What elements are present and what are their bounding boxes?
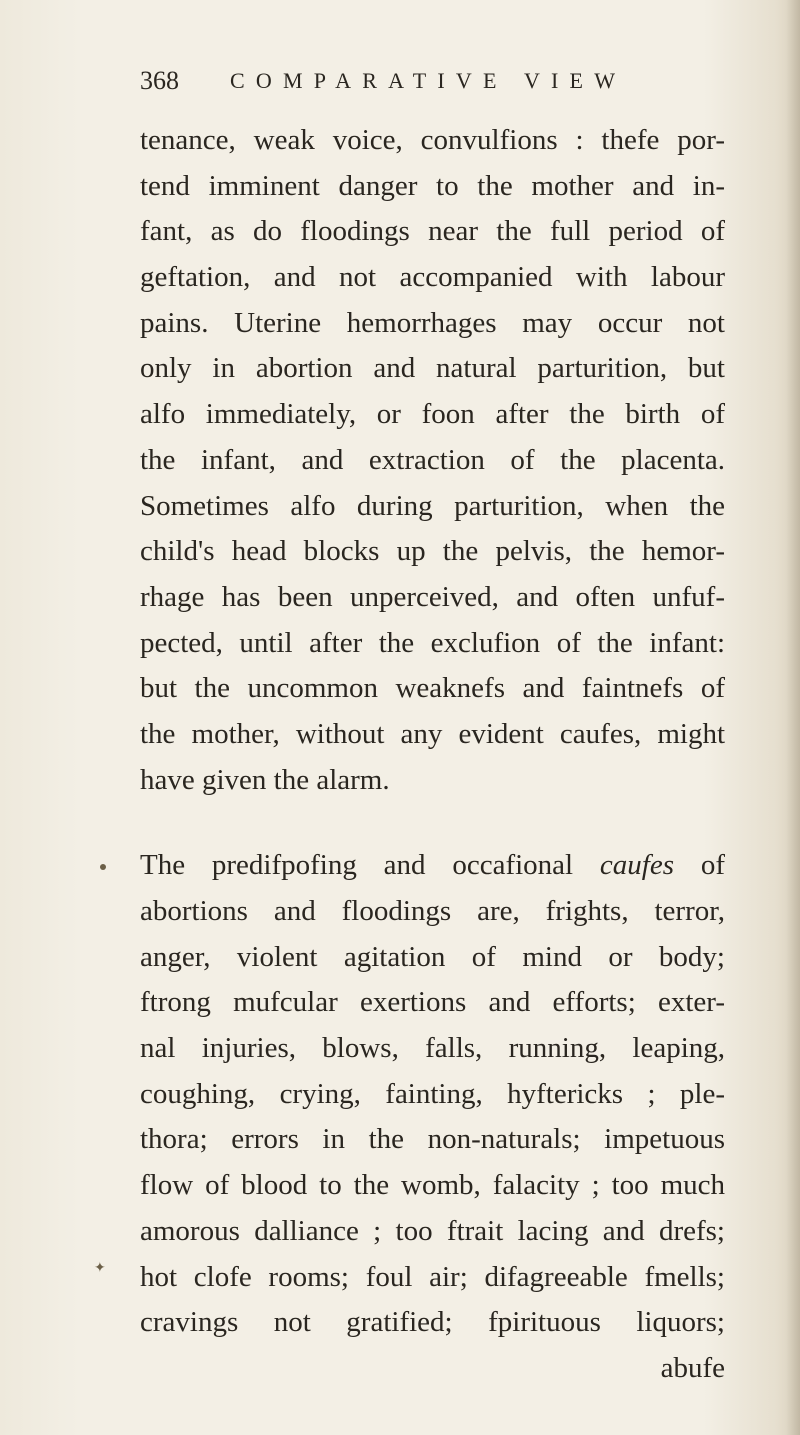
text-line: have given the alarm. (140, 763, 390, 796)
text-line: pains. Uterine hemorrhages may occur not (140, 306, 725, 339)
text-line: only in abortion and natural parturition, but (140, 352, 725, 385)
paragraph-2 (140, 843, 725, 1391)
text-line: ftrong mufcular exertions and efforts; exter- (140, 986, 725, 1019)
text-line: hot clofe rooms; foul air; difagreeable fmells; (140, 1260, 725, 1293)
text-line: the infant, and extraction of the placenta. (140, 443, 725, 476)
text-line: fant, as do floodings near the full period of (140, 215, 725, 248)
text-line: Sometimes alfo during parturition, when the (140, 489, 725, 522)
text-line: tenance, weak voice, convulfions : thefe por- (140, 124, 725, 156)
text-line: amorous dalliance ; too ftrait lacing and drefs; (140, 1214, 725, 1247)
page-number: 368 (140, 66, 179, 95)
text-line-first (140, 843, 725, 889)
text-line: geftation, and not accompanied with labour (140, 261, 725, 294)
text-line: coughing, crying, fainting, hyftericks ; ple- (140, 1077, 725, 1110)
body-text (140, 118, 725, 1392)
ink-spot (100, 864, 106, 870)
text-line: thora; errors in the non-naturals; impetuous (140, 1123, 725, 1156)
text-line: anger, violent agitation of mind or body; (140, 940, 725, 973)
text-line: nal injuries, blows, falls, running, leaping, (140, 1032, 725, 1065)
text-line: flow of blood to the womb, falacity ; too much (140, 1169, 725, 1202)
text-line: tend imminent danger to the mother and in- (140, 169, 725, 202)
text-line: child's head blocks up the pelvis, the hemor- (140, 535, 725, 568)
text-run: The predifpofing and occafional (140, 849, 600, 882)
paragraph-gap (140, 803, 725, 843)
text-line: cravings not gratified; fpirituous liquors; (140, 1306, 725, 1339)
text-line: the mother, without any evident caufes, might (140, 717, 725, 750)
margin-mark: ✦ (94, 1261, 106, 1276)
text-line: but the uncommon weaknefs and faintnefs of (140, 672, 725, 705)
page-edge-shadow (786, 0, 800, 1435)
running-head: COMPARATIVE VIEW (230, 68, 627, 93)
text-line: pected, until after the exclufion of the infant: (140, 626, 725, 659)
text-run: of (674, 849, 725, 882)
paragraph-1 (140, 118, 725, 803)
text-line: alfo immediately, or foon after the birth of (140, 398, 725, 431)
page-header (140, 62, 720, 102)
text-line: rhage has been unperceived, and often unfuf- (140, 580, 725, 613)
italic-word: caufes (599, 849, 675, 882)
catchword: abufe (660, 1351, 725, 1384)
text-line: abortions and floodings are, frights, terror, (140, 895, 725, 927)
